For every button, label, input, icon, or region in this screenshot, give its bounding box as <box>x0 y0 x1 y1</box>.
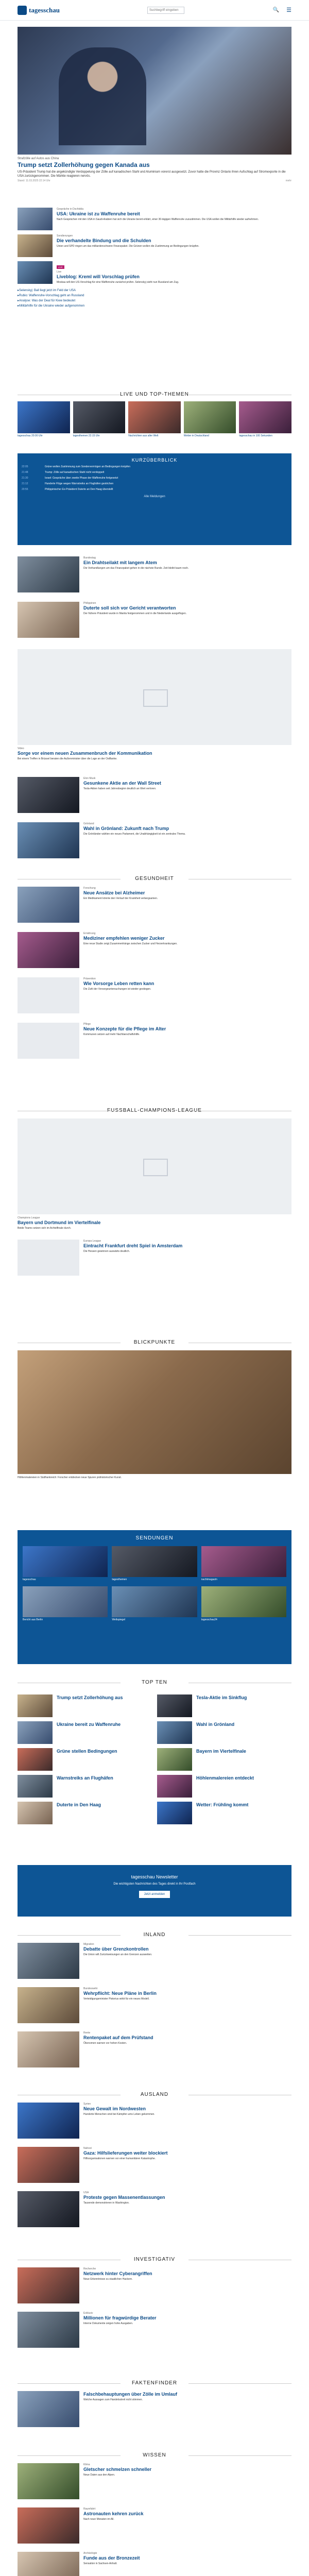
live-card[interactable]: tagesthemen 22:15 Uhr <box>73 401 126 437</box>
video-placeholder[interactable] <box>18 1118 291 1214</box>
live-card[interactable]: Nachrichten aus aller Welt <box>128 401 181 437</box>
list-item[interactable]: Archäologie Funde aus der Bronzezeit Sensation in Sachsen-Anhalt. <box>18 2552 291 2576</box>
list-item[interactable]: Migration Debatte über Grenzkontrollen Die Union will Zurückweisungen an den Grenzen ausweiten. <box>18 1943 291 1979</box>
broadcast-card[interactable]: Bericht aus Berlin <box>23 1586 108 1621</box>
list-item[interactable]: Ernährung Mediziner empfehlen weniger Zucker Eine neue Studie zeigt Zusammenhänge zwischen Zucker und Herzerkrankungen. <box>18 932 291 968</box>
list-item[interactable]: Pflege Neue Konzepte für die Pflege im Alter Kommunen setzen auf mehr Nachbarschaftshilfe. <box>18 1023 291 1059</box>
list-item[interactable]: Grüne stellen Bedingungen <box>18 1748 152 1771</box>
gallery-image[interactable] <box>18 1350 291 1474</box>
broadcast-card[interactable]: nachtmagazin <box>201 1546 286 1581</box>
story-headline[interactable]: USA: Ukraine ist zu Waffenruhe bereit <box>57 211 140 216</box>
list-item[interactable] <box>18 208 291 230</box>
live-section <box>18 392 291 437</box>
related-link[interactable]: ▸ Rubio: Waffenruhe-Vorschlag geht an Russland <box>18 294 291 297</box>
list-item[interactable]: Tesla-Aktie im Sinkflug <box>157 1694 291 1717</box>
list-item[interactable]: 21:12 Hunderte Flüge wegen Warnstreiks an Flughäfen gestrichen <box>22 482 114 485</box>
story-headline[interactable]: Liveblog: Kreml will Vorschlag prüfen <box>57 274 140 279</box>
story-teaser: Union und SPD ringen um das milliardenschwere Finanzpaket. Die Grünen wollen die Zustimmung an Bedingungen knüpfen. <box>57 245 199 248</box>
live-card[interactable]: tagesschau in 100 Sekunden <box>239 401 291 437</box>
logo[interactable] <box>18 6 60 15</box>
list-item[interactable]: Falschbehauptungen über Zölle im Umlauf Welche Aussagen zum Handelsstreit nicht stimmen. <box>18 2391 291 2427</box>
list-item[interactable]: Bundeswehr Wehrpflicht: Neue Pläne in Berlin Verteidigungsminister Pistorius wirbt für ein neues Modell. <box>18 1987 291 2023</box>
list-item[interactable]: Rente Rentenpaket auf dem Prüfstand Ökonomen warnen vor hohen Kosten. <box>18 2031 291 2067</box>
list-item[interactable]: Warnstreiks an Flughäfen <box>18 1775 152 1798</box>
search-icon[interactable]: 🔍 <box>272 7 280 13</box>
list-item[interactable]: Philippinen Duterte soll sich vor Gericht verantworten Der frühere Präsident wurde in Manila festgenommen und in die Niederlande ausgeflogen. <box>18 602 291 638</box>
live-card[interactable]: tagesschau 20:00 Uhr <box>18 401 70 437</box>
section-title: GESUNDHEIT <box>18 876 291 882</box>
list-item[interactable]: Exklusiv Millionen für fragwürdige Berater Interne Dokumente zeigen hohe Ausgaben. <box>18 2312 291 2348</box>
live-card[interactable]: Wetter in Deutschland <box>184 401 236 437</box>
newsletter-button[interactable]: Jetzt anmelden <box>139 1891 170 1898</box>
news-ticker-box <box>18 453 291 545</box>
broadcast-card[interactable]: tagesschau <box>23 1546 108 1581</box>
story-list <box>18 773 291 858</box>
story-teaser: Nach Gesprächen mit den USA in Saudi-Arabien hat sich die Ukraine bereit erklärt, einer 30-tägigen Waffenruhe zuzustimmen. Die USA wollen die Militärhilfe wieder aufnehmen. <box>57 218 259 221</box>
site-header <box>0 0 309 21</box>
list-item[interactable]: Europa League Eintracht Frankfurt dreht Spiel in Amsterdam Die Hessen gewinnen auswärts deutlich. <box>18 1240 291 1276</box>
list-item[interactable]: Forschung Neue Ansätze bei Alzheimer Ein Medikament könnte den Verlauf der Krankheit verlangsamen. <box>18 887 291 923</box>
related-link[interactable]: ▸ Militärhilfe für die Ukraine wieder aufgenommen <box>18 304 291 308</box>
list-item[interactable] <box>18 234 291 257</box>
list-item[interactable]: Bundestag Ein Drahtseilakt mit langem Atem Die Verhandlungen um das Finanzpaket gehen in die nächste Runde. Zeit bleibt kaum noch. <box>18 556 291 592</box>
list-item[interactable]: Elon Musk Gesunkene Aktie an der Wall Street Tesla-Aktien haben seit Jahresbeginn deutlich an Wert verloren. <box>18 777 291 813</box>
story-kicker: Live <box>57 270 62 274</box>
list-item[interactable]: Prävention Wie Vorsorge Leben retten kann Die Zahl der Vorsorgeuntersuchungen ist wieder gestiegen. <box>18 977 291 1013</box>
hero-kicker: Strafzölle auf Autos aus China <box>18 157 59 160</box>
story-kicker: Gespräche in Dschidda <box>57 208 83 211</box>
list-item[interactable]: 20:55 Philippinischer Ex-Präsident Duterte an Den Haag überstellt <box>22 488 113 491</box>
broadcast-card[interactable]: tagesthemen <box>112 1546 197 1581</box>
top-ten-section: TOP TEN Trump setzt Zollerhöhung aus Ukraine bereit zu Waffenruhe Grüne stellen Bedingungen Warnstreiks an Flughäfen Duterte in Den Haag Tesla-Aktie im Sinkflug Wahl in Grönland Bayern im Viertelfinale Höhlenmalereien entdeckt Wetter: Frühling kommt <box>18 1680 291 1824</box>
story-image[interactable] <box>18 208 53 230</box>
video-story[interactable]: Video Sorge vor einem neuen Zusammenbruch der Kommunikation Bei einem Treffen in Brüssel beraten die Außenminister über die Lage an der Ostflanke. <box>18 649 291 761</box>
list-item[interactable]: Höhlenmalereien entdeckt <box>157 1775 291 1798</box>
logo-text: tagesschau <box>29 6 60 14</box>
hero-headline[interactable]: Trump setzt Zollerhöhung gegen Kanada aus <box>18 161 150 168</box>
story-list <box>18 552 291 638</box>
list-item[interactable]: Klima Gletscher schmelzen schneller Neue Daten aus den Alpen. <box>18 2463 291 2499</box>
list-item[interactable]: 22:05 Grüne wollen Zustimmung zum Sondervermögen an Bedingungen knüpfen <box>22 465 130 468</box>
story-image[interactable] <box>18 261 53 284</box>
list-item[interactable]: Nahost Gaza: Hilfslieferungen weiter blockiert Hilfsorganisationen warnen vor einer humanitären Katastrophe. <box>18 2147 291 2183</box>
highlights-section: BLICKPUNKTE Höhlenmalereien in Südfrankreich: Forscher entdecken neue Spuren prähistorischer Kunst. <box>18 1340 291 1480</box>
broadcast-card[interactable]: tagesschau24 <box>201 1586 286 1621</box>
video-placeholder[interactable] <box>18 649 291 745</box>
list-item[interactable]: Recherche Netzwerk hinter Cyberangriffen Neue Erkenntnisse zu staatlichen Hackern. <box>18 2267 291 2303</box>
football-section: FUSSBALL-CHAMPIONS-LEAGUE Champions League Bayern und Dortmund im Viertelfinale Beide Teams setzen sich im Achtelfinale durch. Europa League Eintracht Frankfurt dreht Spiel in Amsterdam Die Hessen gewinnen auswärts deutlich. <box>18 1108 291 1276</box>
inland-section: INLAND Migration Debatte über Grenzkontrollen Die Union will Zurückweisungen an den Grenzen ausweiten. Bundeswehr Wehrpflicht: Neue Pläne in Berlin Verteidigungsminister Pistorius wirbt für ein neues Modell. Rente Rentenpaket auf dem Prüfstand Ökonomen warnen vor hohen Kosten. <box>18 1932 291 2067</box>
related-link[interactable]: ▸ Selenskyj: Ball liegt jetzt im Feld der USA <box>18 289 291 292</box>
search-input[interactable]: Suchbegriff eingeben <box>147 7 184 14</box>
wissen-section: WISSEN Klima Gletscher schmelzen schneller Neue Daten aus den Alpen. Raumfahrt Astronauten kehren zurück Nach neun Monaten im All. Archäologie Funde aus der Bronzezeit Sensation in Sachsen-Anhalt. <box>18 2452 291 2576</box>
hero-teaser: US-Präsident Trump hat die angekündigte Verdoppelung der Zölle auf kanadischen Stahl und Aluminium vorerst ausgesetzt. Zuvor hatte die Provinz Ontario ihren Aufschlag auf Stromexporte in die USA zurückgenommen. Die Märkte reagieren nervös. <box>18 171 286 178</box>
section-title: FUSSBALL-CHAMPIONS-LEAGUE <box>18 1108 291 1113</box>
story-headline[interactable]: Die verhandelte Bindung und die Schulden <box>57 238 151 243</box>
list-item[interactable]: Trump setzt Zollerhöhung aus <box>18 1694 152 1717</box>
story-image[interactable] <box>18 234 53 257</box>
top-stories <box>18 204 291 309</box>
ausland-section: AUSLAND Syrien Neue Gewalt im Nordwesten Hunderte Menschen sind bei Kämpfen ums Leben gekommen. Nahost Gaza: Hilfslieferungen weiter blockiert Hilfsorganisationen warnen vor einer humanitären Katastrophe. USA Proteste gegen Massenentlassungen Tausende demonstrieren in Washington. <box>18 2092 291 2227</box>
faktenfinder-section: FAKTENFINDER Falschbehauptungen über Zölle im Umlauf Welche Aussagen zum Handelsstreit nicht stimmen. <box>18 2380 291 2427</box>
related-link[interactable]: ▸ Analyse: Was der Deal für Kiew bedeutet <box>18 299 291 302</box>
hero-more[interactable]: mehr <box>285 179 291 182</box>
list-item[interactable]: Wetter: Frühling kommt <box>157 1802 291 1824</box>
broadcasts-section: SENDUNGEN tagesschau tagesthemen nachtmagazin Bericht aus Berlin Weltspiegel tagesschau24 <box>18 1530 291 1664</box>
section-title: KURZÜBERBLICK <box>131 457 178 463</box>
related-links <box>18 289 291 308</box>
list-item[interactable] <box>18 261 291 284</box>
hero-meta: Stand: 11.03.2025 22:14 Uhr <box>18 179 50 182</box>
story-kicker: Sondierungen <box>57 234 73 238</box>
list-item[interactable]: Grönland Wahl in Grönland: Zukunft nach Trump Die Grönländer wählen ein neues Parlament, die Unabhängigkeit ist ein zentrales Thema. <box>18 822 291 858</box>
section-title: BLICKPUNKTE <box>18 1340 291 1345</box>
list-item[interactable]: Wahl in Grönland <box>157 1721 291 1744</box>
list-item[interactable]: Syrien Neue Gewalt im Nordwesten Hunderte Menschen sind bei Kämpfen ums Leben gekommen. <box>18 2103 291 2139</box>
list-item[interactable]: Bayern im Viertelfinale <box>157 1748 291 1771</box>
list-item[interactable]: 21:30 Israel: Gespräche über zweite Phase der Waffenruhe fortgesetzt <box>22 477 118 480</box>
newsletter-box: tagesschau Newsletter Die wichtigsten Nachrichten des Tages direkt in Ihr Postfach Jetzt anmelden <box>18 1865 291 1917</box>
broadcast-card[interactable]: Weltspiegel <box>112 1586 197 1621</box>
list-item[interactable]: Duterte in Den Haag <box>18 1802 152 1824</box>
list-item[interactable]: Ukraine bereit zu Waffenruhe <box>18 1721 152 1744</box>
hero-image[interactable] <box>18 27 291 155</box>
story-teaser: Moskau will den US-Vorschlag für eine Waffenruhe zunächst prüfen. Selenskyj sieht nun Russland am Zug. <box>57 281 179 284</box>
list-item[interactable]: USA Proteste gegen Massenentlassungen Tausende demonstrieren in Washington. <box>18 2191 291 2227</box>
section-title: LIVE UND TOP-THEMEN <box>18 392 291 397</box>
health-section <box>18 876 291 1059</box>
hero-story[interactable] <box>18 27 291 182</box>
all-news-link[interactable]: Alle Meldungen <box>144 495 165 498</box>
live-badge: LIVE <box>57 265 64 269</box>
investigativ-section: INVESTIGATIV Recherche Netzwerk hinter Cyberangriffen Neue Erkenntnisse zu staatlichen Hackern. Exklusiv Millionen für fragwürdige Berater Interne Dokumente zeigen hohe Ausgaben. <box>18 2257 291 2348</box>
hamburger-icon[interactable]: ☰ <box>286 7 291 13</box>
list-item[interactable]: Raumfahrt Astronauten kehren zurück Nach neun Monaten im All. <box>18 2507 291 2544</box>
logo-icon <box>18 6 27 15</box>
list-item[interactable]: 21:48 Trump: Zölle auf kanadischen Stahl nicht verdoppelt <box>22 471 105 474</box>
